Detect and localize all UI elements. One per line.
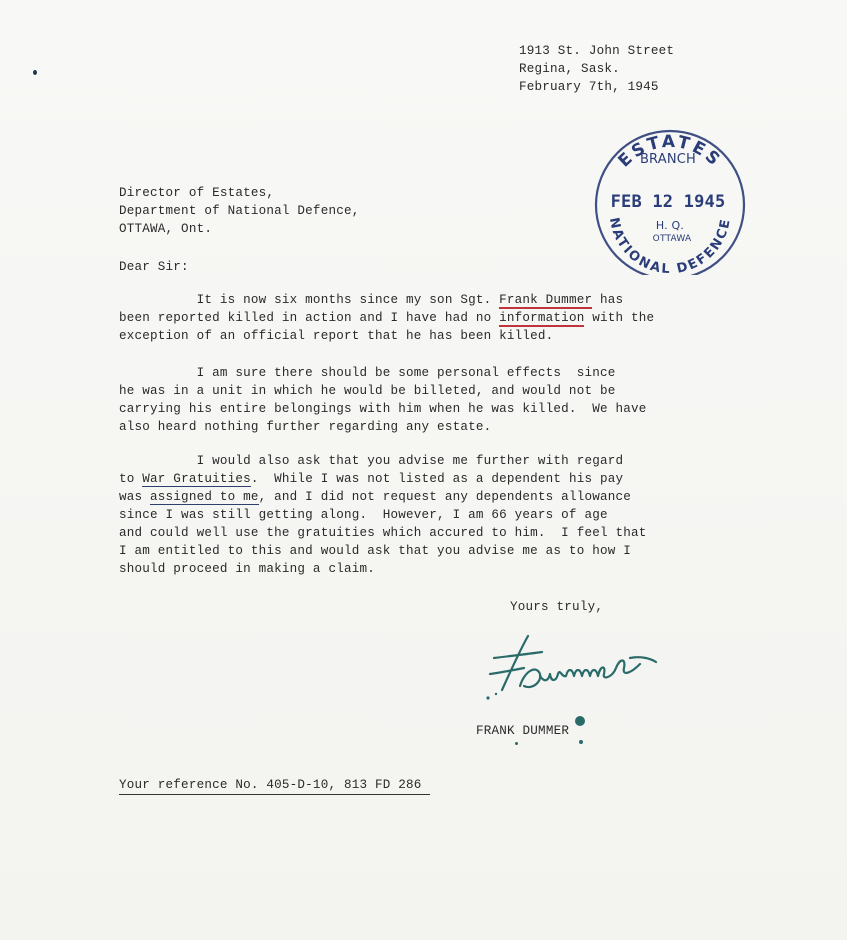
paragraph-2-line-3: carrying his entire belongings with him when he was killed. We have [119,402,647,416]
paragraph-3 [119,452,647,578]
assigned-to-me: assigned to me [150,490,259,504]
recipient-block [119,184,359,238]
p3-text-d: , and I did not request any dependents allowance [258,490,631,504]
paragraph-3-line-2 [119,470,647,488]
paragraph-2-line-1: I am sure there should be some personal effects since [119,366,616,380]
p1-text-c: been reported killed in action and I have had no [119,311,500,325]
sender-address [519,42,674,96]
reference-number: Your reference No. 405-D-10, 813 FD 286 [119,776,430,795]
p3-text-c: was [119,490,151,504]
stamp-hq: H. Q. [655,219,685,232]
paragraph-2 [119,364,647,436]
typed-name: FRANK DUMMER [476,724,570,738]
paragraph-1 [119,291,654,345]
p3-text-a: to [119,472,143,486]
recipient-line-1: Director of Estates, [119,186,275,200]
recipient-line-2: Department of National Defence, [119,204,360,218]
stamp-city: OTTAWA [652,234,692,244]
ink-speck [579,740,583,744]
stamp-branch: BRANCH [639,152,697,167]
paragraph-3-line-4: since I was still getting along. However, I am 66 years of age [119,508,608,522]
stamp-bottom-arc: NATIONAL DEFENCE [605,216,734,275]
letter-date: February 7th, 1945 [519,80,659,94]
paragraph-2-line-2: he was in a unit in which he would be billeted, and would not be [119,384,616,398]
p1-text-a: It is now six months since my son Sgt. [119,293,500,307]
p1-text-b: has [592,293,624,307]
stamp-top-arc: ESTATES [614,131,726,172]
information-word: information [499,311,585,325]
stamp-date: FEB 12 1945 [610,192,726,212]
paragraph-3-line-1: I would also ask that you advise me further with regard [119,454,624,468]
ink-blot [575,716,585,726]
paper-speck [33,70,37,75]
p1-text-d: with the [584,311,655,325]
estates-branch-stamp [590,125,750,275]
son-name: Frank Dummer [499,293,593,307]
paragraph-2-line-4: also heard nothing further regarding any estate. [119,420,492,434]
sender-street: 1913 St. John Street [519,44,675,58]
sender-city: Regina, Sask. [519,62,620,76]
paragraph-1-line-1 [119,291,654,309]
handwritten-signature [480,628,670,708]
war-gratuities: War Gratuities [142,472,251,486]
salutation: Dear Sir: [119,260,189,274]
closing: Yours truly, [510,600,604,614]
paragraph-3-line-7: should proceed in making a claim. [119,562,375,576]
ink-speck [515,742,518,745]
paragraph-1-line-3: exception of an official report that he has been killed. [119,329,554,343]
paragraph-3-line-6: I am entitled to this and would ask that you advise me as to how I [119,544,631,558]
paragraph-1-line-2 [119,309,654,327]
paragraph-3-line-3 [119,488,647,506]
p3-text-b: . While I was not listed as a dependent his pay [250,472,624,486]
paragraph-3-line-5: and could well use the gratuities which accured to him. I feel that [119,526,647,540]
recipient-line-3: OTTAWA, Ont. [119,222,213,236]
